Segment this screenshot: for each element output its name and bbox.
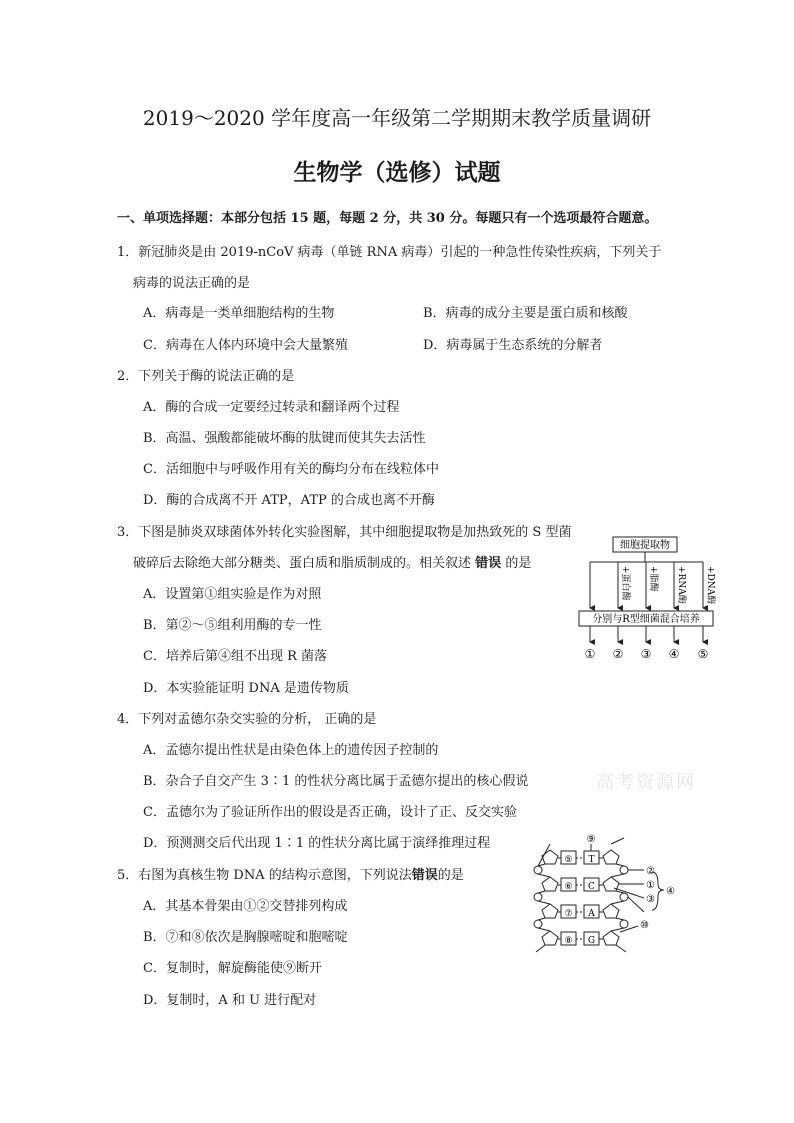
culture-box-label: 分别与R型细菌混合培养: [592, 614, 700, 625]
question-3-option-b: B．第②～⑤组利用酶的专一性: [143, 618, 322, 633]
question-3-stem-line2: [133, 552, 531, 571]
question-5-stem-part3: 的是: [437, 868, 464, 883]
question-3-stem-part3: 的是: [505, 556, 532, 571]
group-5-label: ⑤: [697, 647, 709, 661]
question-5-option-c: C．复制时，解旋酶能使⑨断开: [143, 961, 322, 976]
question-2-stem: 2．下列关于酶的说法正确的是: [117, 369, 295, 384]
question-1-option-b: B．病毒的成分主要是蛋白质和核酸: [423, 306, 628, 321]
question-2-option-d: D．酶的合成离不开 ATP，ATP 的合成也离不开酶: [143, 493, 435, 508]
base-g: G: [587, 936, 596, 946]
question-5-stem-part1: 5．右图为真核生物 DNA 的结构示意图，下列说法: [117, 868, 412, 883]
question-3-option-c: C．培养后第④组不出现 R 菌落: [143, 649, 327, 664]
question-5-emphasis: 错误: [411, 868, 438, 883]
left-box-7: ⑦: [564, 909, 573, 919]
question-3-stem-part1: 破碎后去除绝大部分糖类、蛋白质和脂质制成的。相关叙述: [133, 556, 472, 571]
group-2-label: ②: [612, 647, 624, 661]
label-2: ②: [646, 866, 655, 877]
label-10: ⑩: [640, 920, 649, 931]
base-c: C: [588, 882, 595, 892]
enzyme-dnase-label: +DNA酶: [705, 566, 715, 605]
enzyme-protease-label: +蛋白酶: [620, 566, 630, 601]
figure-q5-dna-structure: [528, 832, 708, 957]
exam-title: 2019～2020 学年度高一年级第二学期期末教学质量调研: [142, 106, 652, 130]
label-4: ④: [666, 886, 675, 897]
question-3-stem-line1: 3．下图是肺炎双球菌体外转化实验图解，其中细胞提取物是加热致死的 S 型菌: [117, 525, 572, 540]
question-4-option-a: A．孟德尔提出性状是由染色体上的遗传因子控制的: [143, 743, 439, 758]
left-box-6: ⑥: [564, 882, 573, 892]
question-5-option-b: B．⑦和⑧依次是胸腺嘧啶和胞嘧啶: [143, 930, 348, 945]
figure-q3-transformation-experiment: [575, 530, 735, 665]
label-9: ⑨: [586, 834, 596, 845]
left-box-8: ⑧: [564, 936, 573, 946]
enzyme-lipase-label: +脂酶: [648, 566, 658, 592]
base-a: A: [588, 909, 595, 919]
question-3-option-d: D．本实验能证明 DNA 是遗传物质: [143, 681, 349, 696]
question-3-option-a: A．设置第①组实验是作为对照: [143, 587, 322, 602]
question-4-option-d: D．预测测交后代出现 1∶1 的性状分离比属于演绎推理过程: [143, 836, 491, 851]
question-1-stem-line1: 1．新冠肺炎是由 2019-nCoV 病毒（单链 RNA 病毒）引起的一种急性传染性疾病，下列关于: [117, 245, 662, 260]
question-5-option-a: A．其基本骨架由①②交替排列构成: [143, 899, 348, 914]
exam-subtitle: 生物学（选修）试题: [293, 159, 501, 186]
question-4-stem: 4．下列对孟德尔杂交实验的分析， 正确的是: [117, 712, 377, 727]
extract-box-label: 细胞提取物: [620, 540, 670, 551]
section-heading: 一、单项选择题：本部分包括 15 题，每题 2 分，共 30 分。每题只有一个选项最符合题意。: [117, 211, 658, 226]
group-3-label: ③: [640, 647, 652, 661]
group-4-label: ④: [668, 647, 680, 661]
question-2-option-c: C．活细胞中与呼吸作用有关的酶均分布在线粒体中: [143, 462, 439, 477]
question-2-option-a: A．酶的合成一定要经过转录和翻译两个过程: [143, 400, 400, 415]
question-1-option-c: C．病毒在人体内环境中会大量繁殖: [143, 338, 348, 353]
enzyme-rnase-label: +RNA酶: [676, 566, 686, 604]
group-1-label: ①: [584, 647, 596, 661]
question-4-option-b: B．杂合子自交产生 3∶1 的性状分离比属于孟德尔提出的核心假说: [143, 774, 529, 789]
question-5-option-d: D．复制时，A 和 U 进行配对: [143, 993, 317, 1008]
question-1-option-a: A．病毒是一类单细胞结构的生物: [143, 306, 335, 321]
question-1-option-d: D．病毒属于生态系统的分解者: [423, 338, 603, 353]
label-3: ③: [646, 894, 655, 905]
watermark: 高考资源网: [596, 772, 696, 793]
question-3-emphasis: 错误: [475, 556, 502, 571]
question-5-stem: [117, 864, 464, 883]
question-1-stem-line2: 病毒的说法正确的是: [133, 276, 251, 291]
question-2-option-b: B．高温、强酸都能破坏酶的肽键而使其失去活性: [143, 431, 426, 446]
left-box-5: ⑤: [564, 855, 573, 865]
base-t: T: [588, 855, 595, 865]
question-4-option-c: C．孟德尔为了验证所作出的假设是否正确，设计了正、反交实验: [143, 805, 517, 820]
label-1: ①: [646, 880, 655, 891]
